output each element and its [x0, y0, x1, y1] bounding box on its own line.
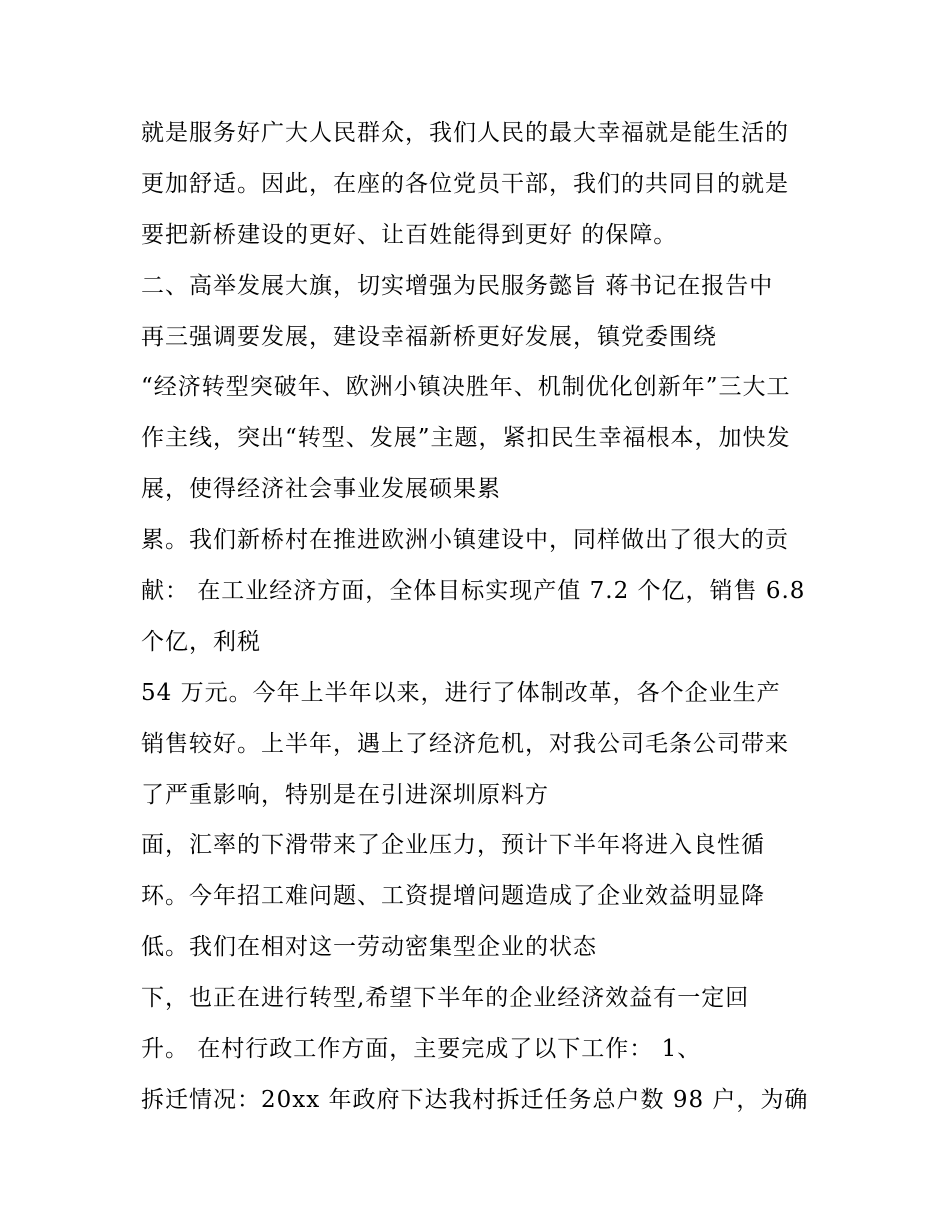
text-line: 升。 在村行政工作方面，主要完成了以下工作： 1、	[141, 1036, 702, 1063]
body-text	[141, 108, 831, 1126]
text-line: 拆迁情况：20xx 年政府下达我村拆迁任务总户数 98 户，为确	[141, 1086, 809, 1113]
text-line: 环。今年招工难问题、工资提增问题造成了企业效益明显降	[141, 883, 765, 910]
text-line: 再三强调要发展，建设幸福新桥更好发展，镇党委围绕	[141, 323, 717, 350]
text-line: 面，汇率的下滑带来了企业压力，预计下半年将进入良性循	[141, 832, 765, 859]
text-line: 要把新桥建设的更好、让百姓能得到更好 的保障。	[141, 221, 678, 248]
text-line: 54 万元。今年上半年以来，进行了体制改革，各个企业生产	[141, 679, 781, 706]
text-line: 就是服务好广大人民群众，我们人民的最大幸福就是能生活的	[141, 120, 789, 146]
text-line: “经济转型突破年、欧洲小镇决胜年、机制优化创新年”三大工	[141, 374, 791, 401]
text-line: 更加舒适。因此，在座的各位党员干部，我们的共同目的就是	[141, 170, 789, 197]
text-line: 个亿，利税	[141, 628, 261, 655]
text-line: 销售较好。上半年，遇上了经济危机，对我公司毛条公司带来	[141, 730, 789, 757]
text-line: 二、高举发展大旗，切实增强为民服务懿旨 蒋书记在报告中	[141, 272, 774, 299]
text-line: 低。我们在相对这一劳动密集型企业的状态	[141, 934, 597, 961]
text-line: 献： 在工业经济方面，全体目标实现产值 7.2 个亿，销售 6.8	[141, 578, 806, 605]
text-line: 累。我们新桥村在推进欧洲小镇建设中，同样做出了很大的贡	[141, 527, 789, 554]
text-line: 下，也正在进行转型,希望下半年的企业经济效益有一定回	[141, 985, 750, 1012]
text-line: 了严重影响，特别是在引进深圳原料方	[141, 781, 549, 808]
text-line: 作主线，突出“转型、发展”主题，紧扣民生幸福根本，加快发	[141, 425, 791, 452]
text-line: 展，使得经济社会事业发展硕果累	[141, 476, 501, 503]
